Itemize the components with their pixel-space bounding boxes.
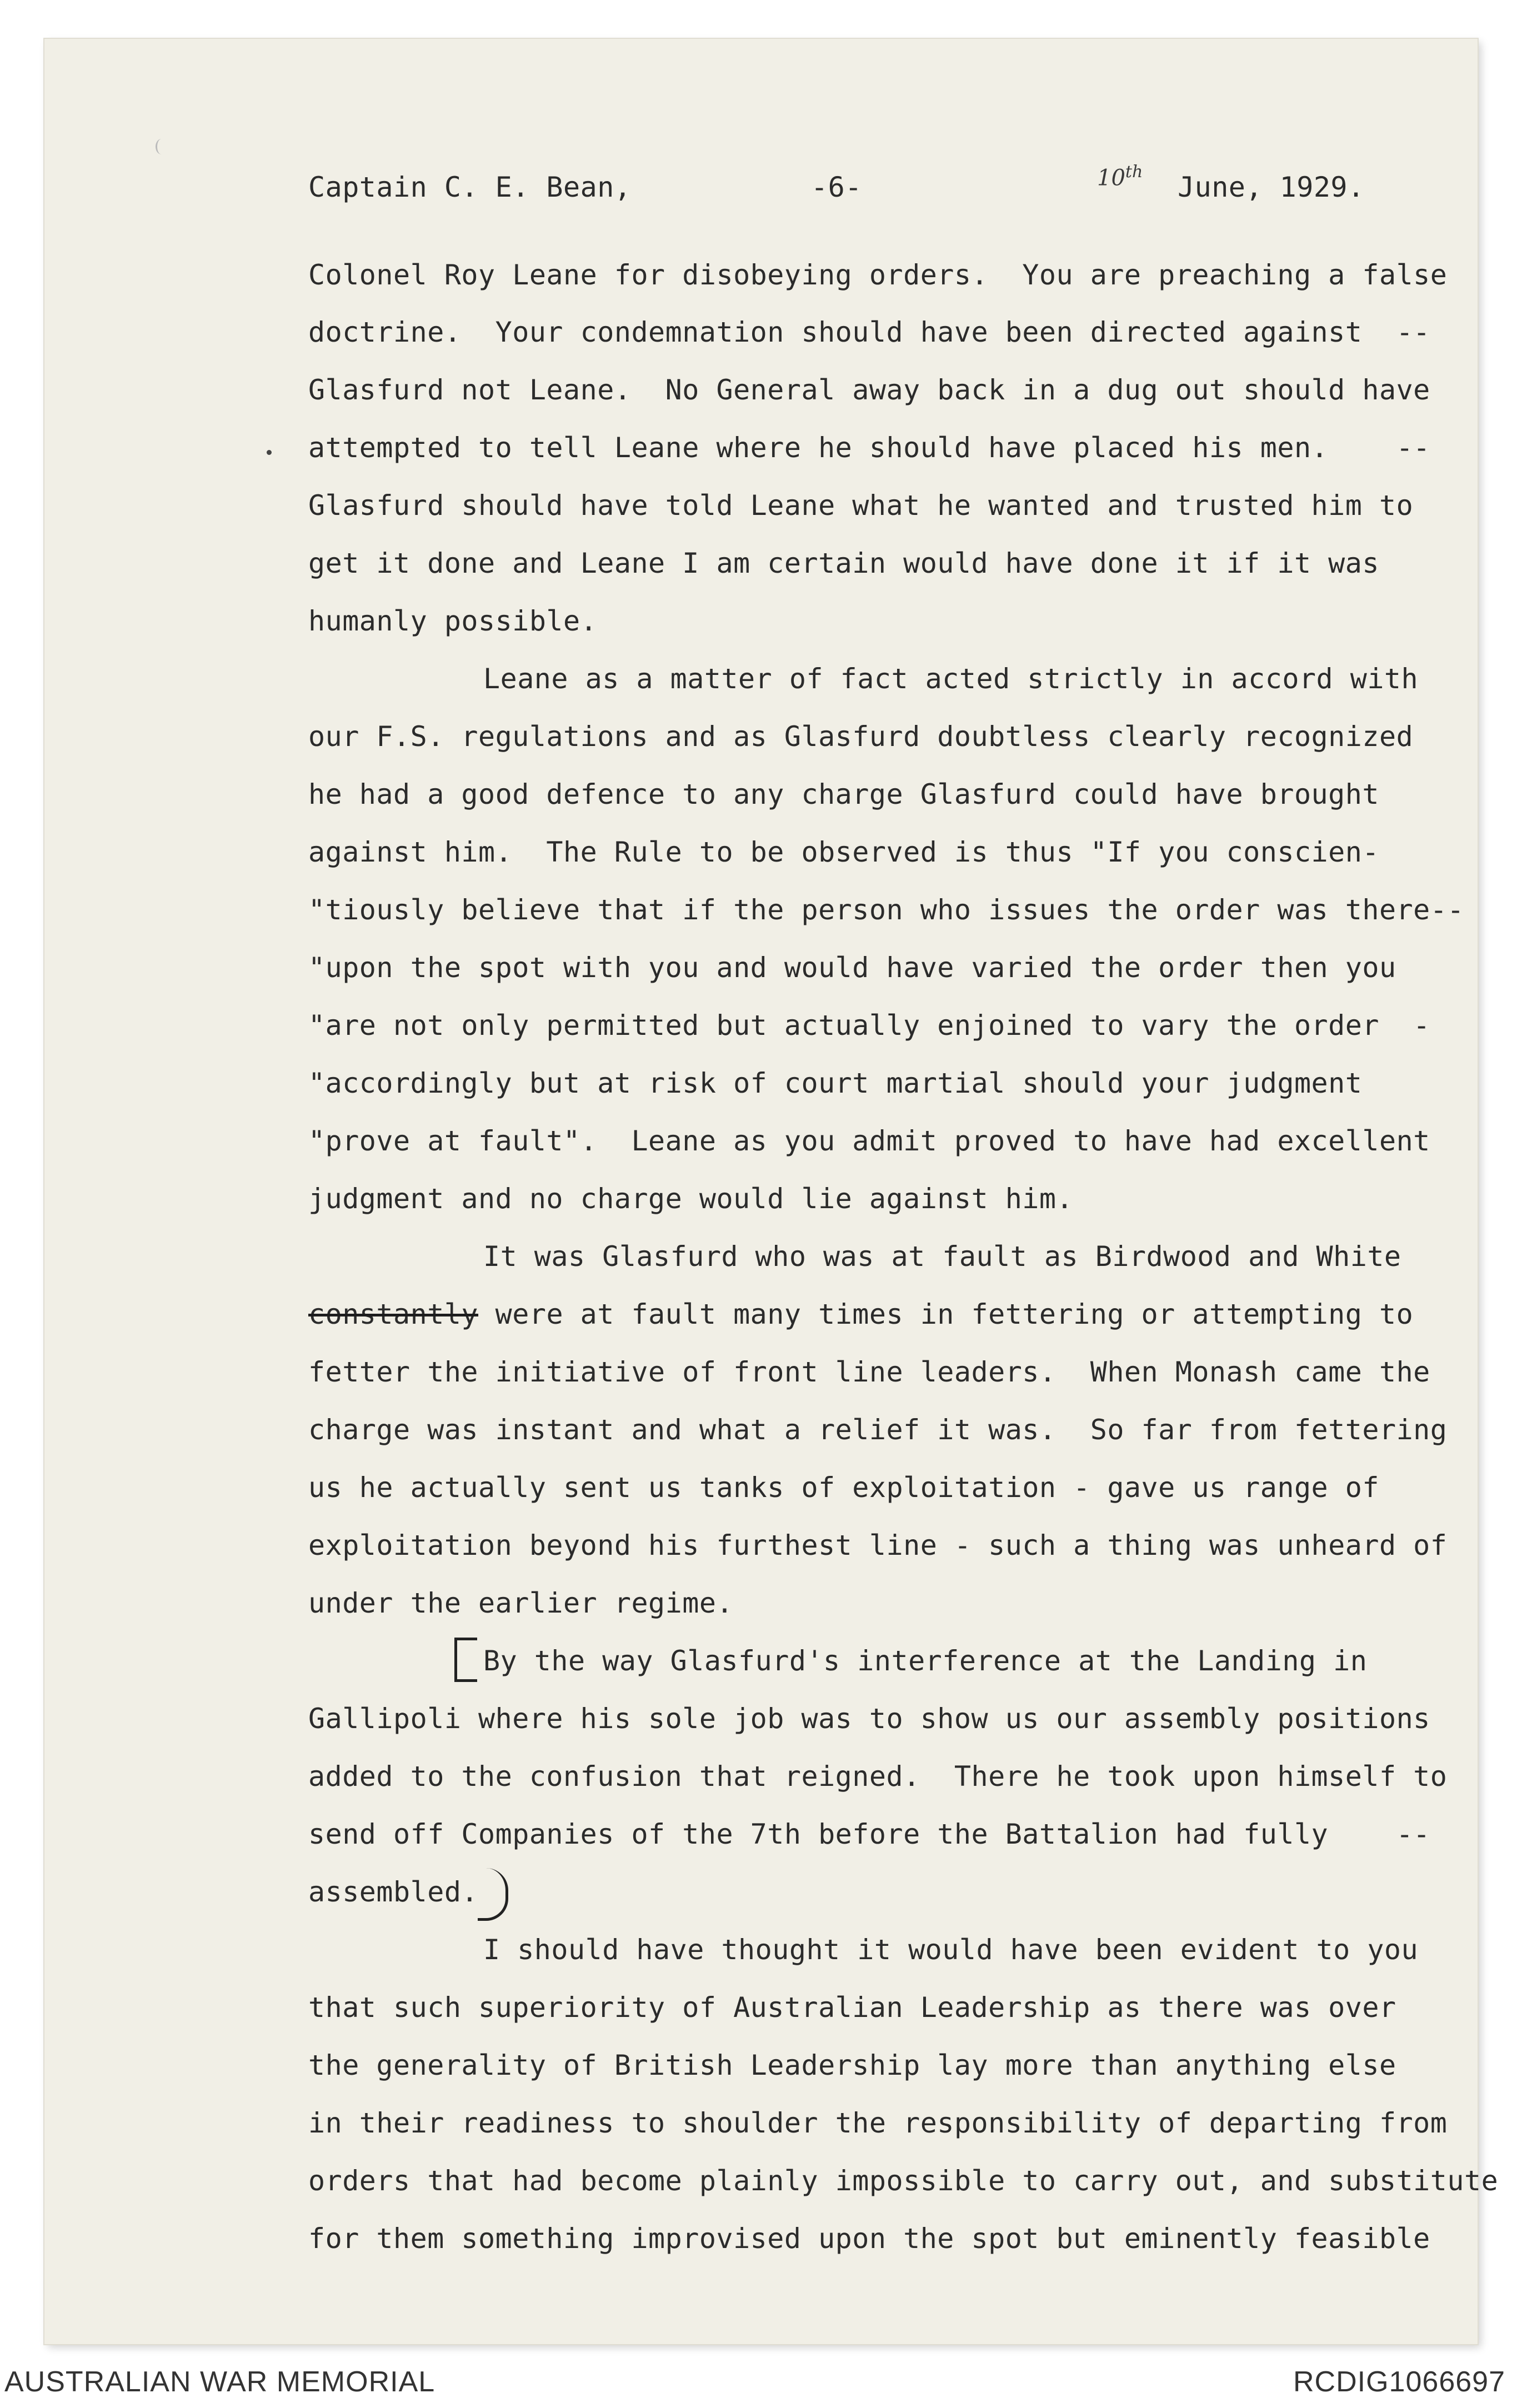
text-line: charge was instant and what a relief it was. So far from fettering (308, 1414, 1448, 1446)
text-line: Glasfurd not Leane. No General away back in a dug out should have (308, 374, 1430, 406)
text-line: assembled. (308, 1876, 479, 1908)
handwritten-suffix: th (1125, 162, 1143, 182)
text-line: humanly possible. (308, 605, 598, 637)
text-line: "accordingly but at risk of court martial should your judgment (308, 1067, 1363, 1099)
margin-dot (267, 450, 272, 455)
archive-id: RCDIG1066697 (1293, 2366, 1505, 2398)
text-line: Leane as a matter of fact acted strictly in accord with (483, 663, 1419, 695)
open-bracket-mark (454, 1638, 477, 1682)
typed-date: June, 1929. (1178, 171, 1365, 203)
struck-word: constantly (308, 1298, 479, 1330)
text-line: under the earlier regime. (308, 1587, 734, 1619)
addressee: Captain C. E. Bean, (308, 171, 632, 203)
typed-text (308, 39, 1522, 2255)
pencil-mark (156, 139, 167, 154)
text-line: exploitation beyond his furthest line - such a thing was unheard of (308, 1529, 1448, 1561)
text-line: Glasfurd should have told Leane what he wanted and trusted him to (308, 489, 1414, 522)
text-line: send off Companies of the 7th before the Battalion had fully -- (308, 1818, 1430, 1850)
text-line: By the way Glasfurd's interference at the Landing in (483, 1645, 1368, 1677)
text-line: us he actually sent us tanks of exploitation - gave us range of (308, 1471, 1379, 1504)
text-line: for them something improvised upon the spot but eminently feasible (308, 2222, 1430, 2255)
text-line-with-strike (308, 1300, 1413, 1328)
text-line: Colonel Roy Leane for disobeying orders. You are preaching a false (308, 259, 1448, 291)
text-line: "upon the spot with you and would have varied the order then you (308, 952, 1396, 984)
page-number: -6- (811, 171, 862, 203)
text-line: orders that had become plainly impossible to carry out, and substitute (308, 2165, 1499, 2197)
text-line: judgment and no charge would lie against him. (308, 1183, 1074, 1215)
document-page (44, 39, 1499, 2344)
text-line: I should have thought it would have been evident to you (483, 1934, 1419, 1966)
text-line: our F.S. regulations and as Glasfurd doubtless clearly recognized (308, 720, 1414, 753)
handwritten-day: 10 (1097, 165, 1125, 191)
handwritten-date (1097, 162, 1143, 191)
archive-credit: AUSTRALIAN WAR MEMORIAL (4, 2366, 435, 2398)
text-line: in their readiness to shoulder the responsibility of departing from (308, 2107, 1448, 2139)
text-line: doctrine. Your condemnation should have been directed against -- (308, 316, 1430, 348)
text-line: "tiously believe that if the person who issues the order was there-- (308, 894, 1464, 926)
text-line: the generality of British Leadership lay more than anything else (308, 2049, 1396, 2081)
text-line: Gallipoli where his sole job was to show us our assembly positions (308, 1703, 1430, 1735)
close-bracket-mark (478, 1868, 508, 1921)
text-line: against him. The Rule to be observed is thus "If you conscien- (308, 836, 1379, 868)
text-line: get it done and Leane I am certain would have done it if it was (308, 547, 1379, 579)
text-line: "prove at fault". Leane as you admit proved to have had excellent (308, 1125, 1430, 1157)
text-line: "are not only permitted but actually enjoined to vary the order - (308, 1009, 1430, 1042)
text-line: It was Glasfurd who was at fault as Birdwood and White (483, 1240, 1401, 1273)
text-line: were at fault many times in fettering or attempting to (495, 1298, 1414, 1330)
text-line: that such superiority of Australian Leadership as there was over (308, 1991, 1396, 2024)
text-line: he had a good defence to any charge Glasfurd could have brought (308, 778, 1379, 810)
text-line: fetter the initiative of front line leaders. When Monash came the (308, 1356, 1430, 1388)
text-line: added to the confusion that reigned. There he took upon himself to (308, 1760, 1448, 1793)
text-line: attempted to tell Leane where he should have placed his men. -- (308, 432, 1430, 464)
